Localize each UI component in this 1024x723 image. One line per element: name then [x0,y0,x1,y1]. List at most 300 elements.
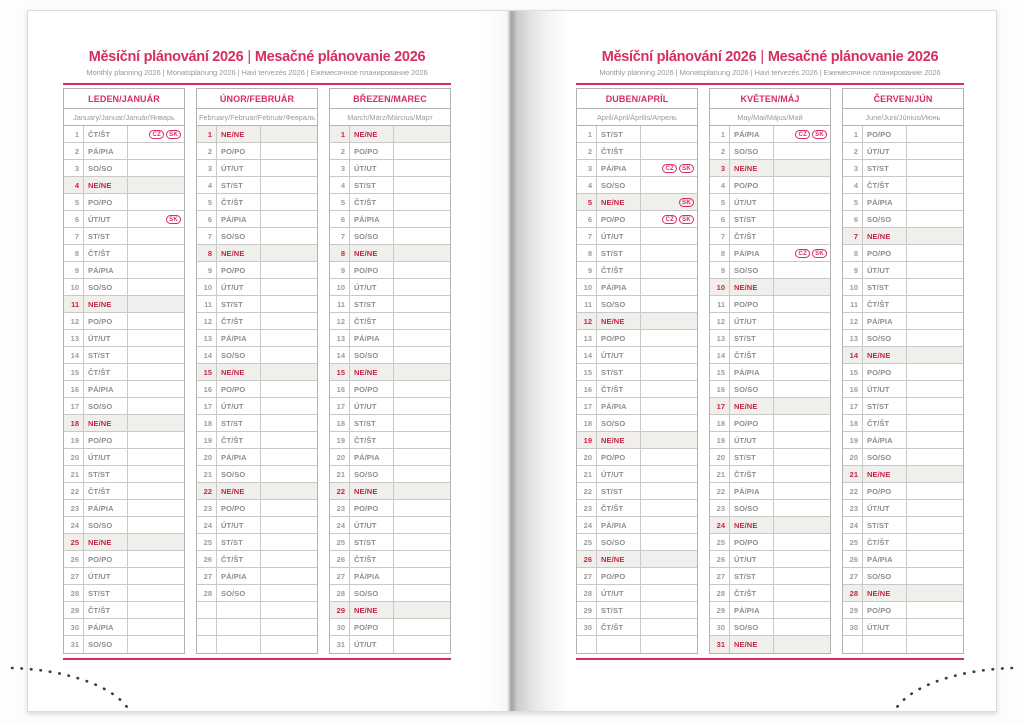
month-title: KVĚTEN/MÁJ [710,89,830,109]
day-row [64,245,184,262]
day-number: 19 [843,432,863,448]
notes-cell [907,347,963,363]
day-row-sunday [843,585,963,602]
notes-cell [774,364,830,380]
notes-cell [261,466,317,482]
day-row [330,585,450,602]
notes-cell [641,551,697,567]
notes-cell [261,194,317,210]
day-number: 6 [843,211,863,227]
notes-cell [641,296,697,312]
day-number: 6 [577,211,597,227]
day-number: 28 [710,585,730,601]
day-row [64,398,184,415]
day-row [197,500,317,517]
day-abbr: ČT/ŠT [217,432,261,448]
day-abbr: SO/SO [863,330,907,346]
notes-cell [394,381,450,397]
day-number: 6 [710,211,730,227]
notes-cell [394,364,450,380]
day-abbr: ÚT/UT [350,160,394,176]
notes-cell [774,619,830,635]
day-row [330,330,450,347]
day-number: 1 [197,126,217,142]
day-abbr: SO/SO [863,211,907,227]
notes-cell [907,364,963,380]
day-row [64,602,184,619]
day-abbr: ÚT/UT [84,568,128,584]
day-row [710,500,830,517]
day-number [843,636,863,653]
notes-cell [128,279,184,295]
notes-cell [774,568,830,584]
notes-cell [394,551,450,567]
notes-cell [774,279,830,295]
day-abbr: ÚT/UT [350,636,394,653]
day-row [710,466,830,483]
day-number: 22 [577,483,597,499]
day-abbr: ČT/ŠT [597,143,641,159]
day-row [197,262,317,279]
day-number: 9 [710,262,730,278]
day-abbr: ÚT/UT [597,466,641,482]
day-number: 18 [577,415,597,431]
day-row [843,619,963,636]
day-row [577,517,697,534]
notes-cell [641,262,697,278]
day-row [64,279,184,296]
notes-cell [394,143,450,159]
notes-cell [774,415,830,431]
month-subtitle: February/Februar/Február/Февраль [197,109,317,126]
notes-cell [774,551,830,567]
day-row [330,313,450,330]
day-number: 31 [64,636,84,653]
day-abbr: ČT/ŠT [217,551,261,567]
day-number: 4 [843,177,863,193]
notes-cell [774,432,830,448]
notes-cell [128,211,184,227]
day-number: 9 [197,262,217,278]
day-abbr: ST/ST [84,228,128,244]
day-number: 29 [710,602,730,618]
day-row [577,126,697,143]
holiday-badge-sk: SK [166,215,181,224]
day-row [843,211,963,228]
day-number: 28 [330,585,350,601]
day-abbr: ČT/ŠT [863,177,907,193]
page-title-sk: Mesačné plánovanie 2026 [767,49,939,65]
notes-cell [641,449,697,465]
day-number: 29 [64,602,84,618]
day-row [843,398,963,415]
day-abbr: PÁ/PIA [350,330,394,346]
day-row-sunday [64,415,184,432]
month-title: BŘEZEN/MAREC [330,89,450,109]
notes-cell [128,262,184,278]
day-row [843,143,963,160]
day-abbr: ÚT/UT [730,194,774,210]
day-row [577,228,697,245]
day-row [330,177,450,194]
day-abbr: ST/ST [863,279,907,295]
day-abbr: ČT/ŠT [863,415,907,431]
notes-cell [394,483,450,499]
day-abbr: PO/PO [863,364,907,380]
day-number: 27 [330,568,350,584]
day-row [577,177,697,194]
notes-cell [907,194,963,210]
notes-cell [394,330,450,346]
day-abbr: PO/PO [350,143,394,159]
day-abbr: ČT/ŠT [863,296,907,312]
day-abbr: ÚT/UT [597,585,641,601]
open-planner-spread [27,10,997,712]
day-abbr: ÚT/UT [730,432,774,448]
day-number: 4 [330,177,350,193]
day-abbr: ST/ST [863,517,907,533]
day-row [330,160,450,177]
day-number: 7 [710,228,730,244]
day-abbr: ÚT/UT [217,160,261,176]
day-number: 17 [843,398,863,414]
notes-cell [907,398,963,414]
day-abbr: PÁ/PIA [217,211,261,227]
notes-cell [641,636,697,653]
day-abbr: PÁ/PIA [730,126,774,142]
day-number: 16 [330,381,350,397]
day-row [64,500,184,517]
notes-cell [641,194,697,210]
day-row [710,602,830,619]
months-grid-right [576,88,964,654]
notes-cell [641,483,697,499]
day-abbr: ÚT/UT [84,449,128,465]
day-abbr: ČT/ŠT [84,483,128,499]
day-row [710,449,830,466]
day-number: 13 [64,330,84,346]
notes-cell [261,143,317,159]
day-abbr: ÚT/UT [730,313,774,329]
notes-cell [641,466,697,482]
notes-cell [261,279,317,295]
day-number: 26 [64,551,84,567]
day-row [710,177,830,194]
notes-cell [774,126,830,142]
day-number: 14 [710,347,730,363]
notes-cell [128,466,184,482]
day-row [330,296,450,313]
notes-cell [907,534,963,550]
day-abbr: PO/PO [730,177,774,193]
day-number: 11 [577,296,597,312]
day-number [197,602,217,618]
day-row [197,296,317,313]
day-row [843,296,963,313]
day-row [710,381,830,398]
day-row [577,398,697,415]
day-number: 31 [710,636,730,653]
day-row [577,585,697,602]
day-abbr: ÚT/UT [217,517,261,533]
day-row [330,398,450,415]
day-number: 10 [197,279,217,295]
day-number: 24 [710,517,730,533]
divider-rule-bottom [576,658,964,660]
day-row [843,449,963,466]
day-abbr: SO/SO [730,143,774,159]
day-abbr: NE/NE [350,364,394,380]
notes-cell [641,245,697,261]
day-abbr: ÚT/UT [350,517,394,533]
day-number: 3 [64,160,84,176]
month-title: DUBEN/APRÍL [577,89,697,109]
holiday-badge-sk: SK [679,164,694,173]
notes-cell [261,636,317,653]
day-abbr: PO/PO [84,194,128,210]
day-row [577,466,697,483]
month-leden-januar [63,88,185,654]
day-abbr: SO/SO [217,466,261,482]
day-number: 26 [843,551,863,567]
day-row [64,211,184,228]
notes-cell [128,602,184,618]
notes-cell [128,619,184,635]
notes-cell [261,177,317,193]
day-row [64,143,184,160]
notes-cell [128,517,184,533]
day-row [330,194,450,211]
day-number: 18 [64,415,84,431]
day-row-sunday [330,126,450,143]
day-number: 5 [843,194,863,210]
notes-cell [261,262,317,278]
day-abbr: PÁ/PIA [84,500,128,516]
day-number: 7 [64,228,84,244]
day-number: 7 [843,228,863,244]
notes-cell [641,177,697,193]
day-number: 4 [197,177,217,193]
day-number: 24 [330,517,350,533]
months-grid-left [63,88,451,654]
day-abbr: NE/NE [350,483,394,499]
day-number: 23 [64,500,84,516]
day-number: 1 [64,126,84,142]
day-number: 3 [330,160,350,176]
holiday-badge-sk: SK [812,249,827,258]
day-number: 25 [197,534,217,550]
day-number: 13 [577,330,597,346]
notes-cell [774,262,830,278]
notes-cell [394,245,450,261]
day-number: 11 [197,296,217,312]
notes-cell [641,381,697,397]
notes-cell [261,551,317,567]
divider-rule-top [63,83,451,85]
empty-row [577,636,697,653]
day-row [330,466,450,483]
page-left [28,11,513,711]
day-number: 4 [577,177,597,193]
month-title: LEDEN/JANUÁR [64,89,184,109]
notes-cell [261,449,317,465]
day-abbr: ST/ST [730,449,774,465]
day-abbr: ÚT/UT [597,347,641,363]
day-abbr: PÁ/PIA [84,619,128,635]
day-row [843,194,963,211]
day-number: 20 [197,449,217,465]
day-row [577,296,697,313]
day-abbr: SO/SO [597,415,641,431]
day-number: 10 [64,279,84,295]
day-abbr: PO/PO [863,245,907,261]
day-abbr: ÚT/UT [863,619,907,635]
day-abbr: SO/SO [730,381,774,397]
day-abbr: NE/NE [597,313,641,329]
notes-cell [907,483,963,499]
day-number: 9 [577,262,597,278]
day-number: 8 [710,245,730,261]
day-number: 1 [330,126,350,142]
day-row [330,500,450,517]
day-row [710,534,830,551]
notes-cell [907,636,963,653]
day-abbr: PO/PO [597,449,641,465]
day-abbr: ČT/ŠT [84,602,128,618]
day-abbr: PÁ/PIA [597,517,641,533]
day-row [710,143,830,160]
day-abbr: ČT/ŠT [350,194,394,210]
day-abbr [597,636,641,653]
notes-cell [907,568,963,584]
notes-cell [641,364,697,380]
notes-cell [394,636,450,653]
day-number: 7 [197,228,217,244]
notes-cell [394,500,450,516]
day-row-sunday [64,177,184,194]
day-number: 16 [577,381,597,397]
day-row [64,330,184,347]
notes-cell [774,381,830,397]
day-abbr: ST/ST [350,296,394,312]
notes-cell [907,585,963,601]
day-row [710,211,830,228]
notes-cell [641,517,697,533]
notes-cell [641,432,697,448]
day-abbr: ST/ST [217,296,261,312]
day-abbr: ÚT/UT [863,500,907,516]
day-number: 21 [710,466,730,482]
notes-cell [907,211,963,227]
day-row [577,211,697,228]
notes-cell [907,517,963,533]
day-row [710,313,830,330]
day-number: 2 [330,143,350,159]
day-number: 29 [577,602,597,618]
notes-cell [394,194,450,210]
day-abbr: SO/SO [597,177,641,193]
notes-cell [261,126,317,142]
day-abbr: ÚT/UT [863,262,907,278]
notes-cell [774,245,830,261]
day-abbr: NE/NE [730,398,774,414]
day-row [710,483,830,500]
day-number: 2 [64,143,84,159]
day-number: 1 [577,126,597,142]
day-number: 22 [710,483,730,499]
day-number: 25 [710,534,730,550]
day-abbr: ČT/ŠT [350,313,394,329]
day-abbr [863,636,907,653]
day-row-sunday [843,466,963,483]
notes-cell [774,483,830,499]
day-abbr: ÚT/UT [217,279,261,295]
notes-cell [128,296,184,312]
notes-cell [128,177,184,193]
day-abbr: PO/PO [863,602,907,618]
day-number: 14 [843,347,863,363]
day-row-sunday [577,194,697,211]
notes-cell [261,568,317,584]
day-row [197,279,317,296]
page-subtitle: Monthly planning 2026 | Monatsplanung 2026 | Havi tervezés 2026 | Ежемесячное планирование 2026 [599,68,941,77]
day-number: 20 [710,449,730,465]
holiday-badge-sk: SK [166,130,181,139]
day-number: 11 [64,296,84,312]
notes-cell [128,160,184,176]
day-abbr: NE/NE [597,194,641,210]
holiday-badge-sk: SK [679,198,694,207]
day-row-sunday [197,364,317,381]
day-row [577,143,697,160]
day-number: 26 [577,551,597,567]
day-abbr: ČT/ŠT [350,551,394,567]
notes-cell [128,143,184,159]
day-abbr: SO/SO [730,262,774,278]
day-number: 25 [64,534,84,550]
day-number: 22 [64,483,84,499]
day-abbr: NE/NE [597,432,641,448]
day-abbr: ÚT/UT [863,381,907,397]
notes-cell [261,534,317,550]
day-row-sunday [710,636,830,653]
holiday-badge-cz: CZ [795,130,810,139]
day-number: 5 [577,194,597,210]
day-abbr: ST/ST [217,415,261,431]
day-number: 30 [64,619,84,635]
notes-cell [261,296,317,312]
day-number: 5 [710,194,730,210]
notes-cell [641,228,697,244]
day-number: 12 [710,313,730,329]
day-number: 28 [64,585,84,601]
day-row [330,262,450,279]
day-abbr: SO/SO [730,500,774,516]
notes-cell [907,500,963,516]
day-abbr: PÁ/PIA [730,364,774,380]
day-abbr: ÚT/UT [350,279,394,295]
day-row [843,160,963,177]
day-row [64,636,184,653]
day-number: 28 [577,585,597,601]
day-abbr: ST/ST [730,568,774,584]
day-abbr: ST/ST [597,602,641,618]
notes-cell [907,296,963,312]
day-number: 9 [330,262,350,278]
notes-cell [907,279,963,295]
day-number: 21 [330,466,350,482]
day-number: 17 [197,398,217,414]
